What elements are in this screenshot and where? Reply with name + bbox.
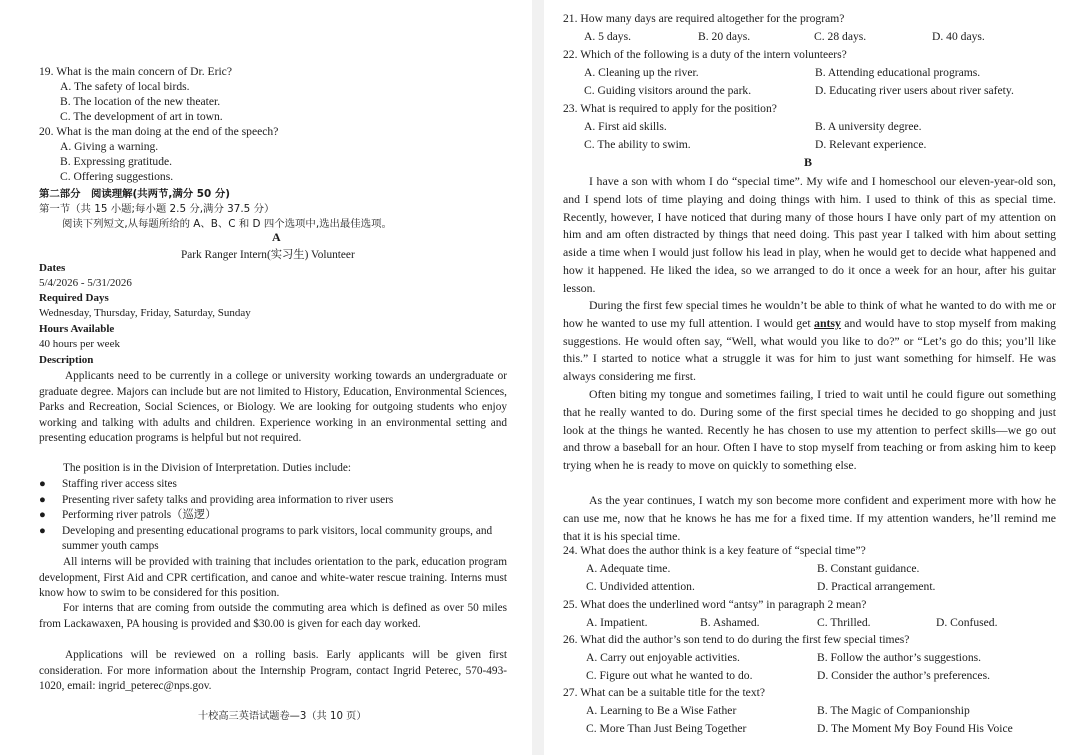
option-22c: C. Guiding visitors around the park. xyxy=(584,84,752,97)
question-text: What is required to apply for the position? xyxy=(580,102,777,115)
question-20 xyxy=(39,125,278,138)
passage-a-letter: A xyxy=(272,230,281,244)
option-25a: A. Impatient. xyxy=(586,616,648,629)
bullet-icon: ● xyxy=(39,509,46,521)
reading-instruction: 阅读下列短文,从每题所给的 A、B、C 和 D 四个选项中,选出最佳选项。 xyxy=(62,218,392,230)
required-days-value: Wednesday, Thursday, Friday, Saturday, Sunday xyxy=(39,307,251,319)
question-number: 20. xyxy=(39,125,54,138)
option-19c: C. The development of art in town. xyxy=(60,110,223,123)
question-text: What is the man doing at the end of the speech? xyxy=(56,125,279,138)
question-number: 26. xyxy=(563,633,578,646)
description-paragraph-2: The position is in the Division of Interpretation. Duties include: xyxy=(63,462,352,474)
hours-value: 40 hours per week xyxy=(39,338,120,350)
option-20b: B. Expressing gratitude. xyxy=(60,155,173,168)
passage-a-title: Park Ranger Intern(实习生) Volunteer xyxy=(181,249,355,261)
question-number: 19. xyxy=(39,65,54,78)
description-paragraph-3: All interns will be provided with training that includes orientation to the park, education program development, First Aid and CPR certification, and canoe and white-water rescue training. Interns must know how to swim to be considered for this position. xyxy=(39,556,507,599)
description-paragraph-5: Applications will be reviewed on a rolling basis. Early applicants will be given first consideration. For more information about the Internship Program, contact Ingrid Peterec, 570-493-1020, email: ingrid_peterec@nps.gov. xyxy=(39,649,507,692)
hours-label: Hours Available xyxy=(39,323,115,335)
dates-label: Dates xyxy=(39,262,66,274)
bullet-icon: ● xyxy=(39,478,46,490)
bullet-icon: ● xyxy=(39,524,46,537)
question-22 xyxy=(563,48,847,61)
passage-b-paragraph-2: During the first few special times he wouldn’t be able to think of what he wanted to do with me or how he wanted to use my full attention. I would get antsy and would have to stop myself from making suggestions. He would often say, “Well, what would you like to do?” or “Let’s go do this; you’ll like this.” I started to notice what a struggle it was for him to just want something for himself. He was always considering me first. xyxy=(563,298,1056,383)
left-page xyxy=(0,0,532,755)
passage-b-letter: B xyxy=(804,155,813,169)
question-23 xyxy=(563,102,777,115)
option-26d: D. Consider the author’s preferences. xyxy=(817,669,990,682)
option-23a: A. First aid skills. xyxy=(584,120,667,133)
option-22b: B. Attending educational programs. xyxy=(815,66,981,79)
question-number: 21. xyxy=(563,12,578,25)
option-19b: B. The location of the new theater. xyxy=(60,95,221,108)
bullet-icon: ● xyxy=(39,493,46,506)
page-footer: 十校高三英语试题卷—3（共 10 页） xyxy=(198,711,367,722)
option-22d: D. Educating river users about river safety. xyxy=(815,84,1014,97)
question-27 xyxy=(563,686,765,699)
description-paragraph-1: Applicants need to be currently in a college or university working towards an undergraduate or graduate degree. Majors can include but are not limited to History, Education, Environmental Sciences, Parks and Recreation, Social Sciences, or Biology. We are looking for outgoing students who enjoy working and talking with adults and children. Experience working in an environmental setting and presenting education programs is helpful but not required. xyxy=(39,370,507,444)
section-header: 第二部分 阅读理解(共两节,满分 50 分) xyxy=(39,188,230,200)
option-24a: A. Adequate time. xyxy=(586,562,671,575)
question-number: 27. xyxy=(563,686,578,699)
description-paragraph-4: For interns that are coming from outside the commuting area which is defined as over 50 miles from Lackawaxen, PA housing is provided and $30.00 is given for each day worked. xyxy=(39,602,507,630)
list-item: ● Presenting river safety talks and providing area information to river users xyxy=(37,493,509,509)
question-26 xyxy=(563,633,909,646)
option-26b: B. Follow the author’s suggestions. xyxy=(817,651,982,664)
question-number: 22. xyxy=(563,48,578,61)
option-19a: A. The safety of local birds. xyxy=(60,80,190,93)
option-25d: D. Confused. xyxy=(936,616,998,629)
question-number: 23. xyxy=(563,102,578,115)
option-27a: A. Learning to Be a Wise Father xyxy=(586,704,737,717)
right-page xyxy=(544,0,1080,755)
question-21 xyxy=(563,12,844,25)
option-24c: C. Undivided attention. xyxy=(586,580,695,593)
option-27d: D. The Moment My Boy Found His Voice xyxy=(817,722,1013,735)
question-text: What does the underlined word “antsy” in paragraph 2 mean? xyxy=(580,598,867,611)
option-27c: C. More Than Just Being Together xyxy=(586,722,747,735)
question-text: Which of the following is a duty of the intern volunteers? xyxy=(580,48,847,61)
option-24b: B. Constant guidance. xyxy=(817,562,920,575)
passage-b-paragraph-1: I have a son with whom I do “special time”. My wife and I homeschool our eleven-year-old son, and I spend lots of time playing and doing things with him. I used to think of this as special time. Recently, however, I have noticed that during many of those hours I have only part of my attention on him and am often distracted by things that need doing. This past year I talked with him about setting aside a time when I would just follow his lead in play, when he would get to decide what happened and how it happened. He liked the idea, so we arranged to do it once a week for an hour, after his guitar lesson. xyxy=(563,174,1056,295)
underlined-word: antsy xyxy=(814,315,841,330)
question-text: How many days are required altogether for the program? xyxy=(580,12,845,25)
option-26a: A. Carry out enjoyable activities. xyxy=(586,651,740,664)
option-20a: A. Giving a warning. xyxy=(60,140,159,153)
passage-b-paragraph-3: Often biting my tongue and sometimes failing, I tried to wait until he could figure out something that he really wanted to do. During some of the first special times he decided to go shopping and just look at the things he wanted. Recently he has chosen to use my attention to perfect skills—we go out and throw a baseball for an hour. Often I have to stop myself from teaching or from asking him to keep trying when he is ready to move on quickly to something else. xyxy=(563,387,1056,472)
question-number: 25. xyxy=(563,598,578,611)
question-24 xyxy=(563,544,866,557)
option-21a: A. 5 days. xyxy=(584,30,632,43)
option-21d: D. 40 days. xyxy=(932,30,985,43)
option-22a: A. Cleaning up the river. xyxy=(584,66,699,79)
dates-value: 5/4/2026 - 5/31/2026 xyxy=(39,277,132,289)
duties-list xyxy=(37,477,509,555)
question-text: What is the main concern of Dr. Eric? xyxy=(56,65,232,78)
question-text: What can be a suitable title for the text? xyxy=(580,686,765,699)
passage-b-paragraph-4: As the year continues, I watch my son become more confident and experiment more with how he can use me, now that he knows he has me for a fixed time. If my attention wanders, he’ll remind me that it is his special time. xyxy=(563,493,1056,543)
option-27b: B. The Magic of Companionship xyxy=(817,704,970,717)
page-gutter xyxy=(532,0,544,755)
option-21b: B. 20 days. xyxy=(698,30,751,43)
option-21c: C. 28 days. xyxy=(814,30,867,43)
option-20c: C. Offering suggestions. xyxy=(60,170,174,183)
question-text: What did the author’s son tend to do during the first few special times? xyxy=(580,633,910,646)
option-25b: B. Ashamed. xyxy=(700,616,760,629)
required-days-label: Required Days xyxy=(39,292,109,304)
description-label: Description xyxy=(39,354,94,366)
question-text: What does the author think is a key feature of “special time”? xyxy=(580,544,866,557)
option-26c: C. Figure out what he wanted to do. xyxy=(586,669,753,682)
question-19 xyxy=(39,65,232,78)
list-item: ● Performing river patrols（巡逻） xyxy=(37,508,509,524)
option-23b: B. A university degree. xyxy=(815,120,922,133)
list-item: ● Developing and presenting educational programs to park visitors, local community groups, and summer youth camps xyxy=(39,524,493,552)
option-23d: D. Relevant experience. xyxy=(815,138,927,151)
option-25c: C. Thrilled. xyxy=(817,616,871,629)
option-24d: D. Practical arrangement. xyxy=(817,580,936,593)
option-23c: C. The ability to swim. xyxy=(584,138,691,151)
question-25 xyxy=(563,598,866,611)
subsection-header: 第一节（共 15 小题;每小题 2.5 分,满分 37.5 分） xyxy=(39,203,275,215)
question-number: 24. xyxy=(563,544,578,557)
list-item: ● Staffing river access sites xyxy=(37,477,509,493)
